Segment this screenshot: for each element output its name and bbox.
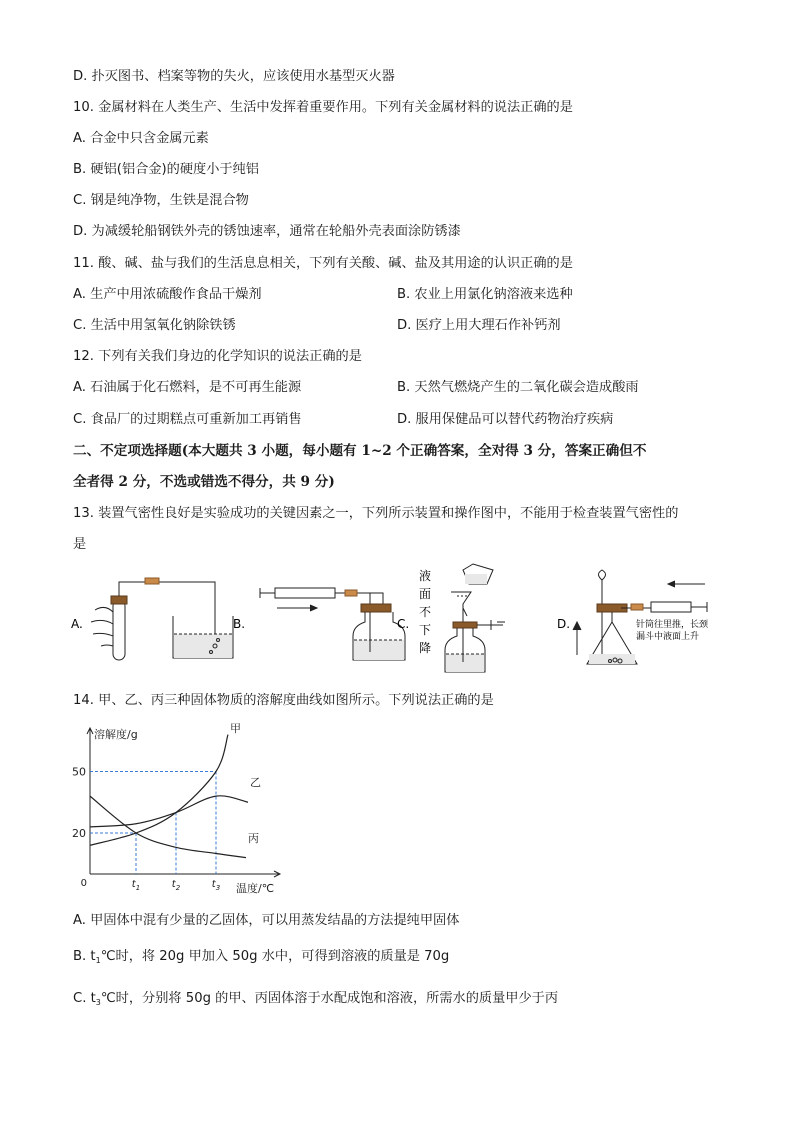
q14-option-c-rest: ℃时，分别将 50g 的甲、丙固体溶于水配成饱和溶液，所需水的质量甲少于丙: [100, 991, 559, 1006]
figure-c-text-1: 液: [419, 569, 432, 583]
y-axis-label: 溶解度/g: [94, 728, 138, 741]
q14-option-b: [73, 948, 449, 970]
x-axis-label: 温度/℃: [236, 882, 275, 895]
figure-d-text-2: 漏斗中液面上升: [636, 632, 700, 642]
q14-option-b-rest: ℃时，将 20g 甲加入 50g 水中，可得到溶液的质量是 70g: [100, 949, 450, 964]
q12-option-d: D. 服用保健品可以替代药物治疗疾病: [397, 412, 614, 427]
figure-c-funnel-bottle: [445, 564, 505, 672]
q13-label-b: B.: [233, 617, 246, 631]
q13-label-c: C.: [397, 617, 410, 631]
q11-option-c: C. 生活中用氢氧化钠除铁锈: [73, 318, 236, 333]
q11-stem: 11. 酸、碱、盐与我们的生活息息相关，下列有关酸、碱、盐及其用途的认识正确的是: [73, 256, 573, 271]
q14-option-c-subscript: 3: [95, 998, 101, 1007]
series-label-甲: 甲: [230, 722, 241, 735]
q9-option-d: D. 扑灭图书、档案等物的失火，应该使用水基型灭火器: [73, 69, 395, 84]
section2-heading-line1: 二、不定项选择题(本大题共 3 小题，每小题有 1~2 个正确答案，全对得 3 分，答案正确但不: [73, 443, 647, 459]
section2-heading-line2: 全者得 2 分，不选或错选不得分，共 9 分): [73, 474, 335, 490]
q10-option-c: C. 钢是纯净物，生铁是混合物: [73, 193, 249, 208]
figure-a-tube-in-hand: [91, 578, 233, 660]
q13-stem-line2: 是: [73, 537, 87, 552]
figure-c-text-2: 面: [419, 587, 432, 601]
q10-option-d: D. 为减缓轮船钢铁外壳的锈蚀速率，通常在轮船外壳表面涂防锈漆: [73, 224, 461, 239]
q13-label-d: D.: [557, 617, 571, 631]
q12-option-b: B. 天然气燃烧产生的二氧化碳会造成酸雨: [397, 380, 639, 395]
series-label-乙: 乙: [250, 776, 261, 789]
q14-option-c: [73, 990, 558, 1012]
q11-option-b: B. 农业上用氯化钠溶液来选种: [397, 287, 573, 302]
y-tick-label-50: 50: [72, 765, 86, 779]
figure-d-flask-syringe: [573, 570, 707, 664]
q10-option-b: B. 硬铝(铝合金)的硬度小于纯铝: [73, 162, 259, 177]
q14-stem: 14. 甲、乙、丙三种固体物质的溶解度曲线如图所示。下列说法正确的是: [73, 693, 494, 708]
curve-乙: [90, 796, 248, 827]
q14-option-a: A. 甲固体中混有少量的乙固体，可以用蒸发结晶的方法提纯甲固体: [73, 913, 460, 928]
solubility-chart: [70, 720, 300, 900]
q13-label-a: A.: [71, 617, 83, 631]
series-label-丙: 丙: [248, 832, 259, 845]
q11-option-a: A. 生产中用浓硫酸作食品干燥剂: [73, 287, 262, 302]
q14-option-c-prefix: C. t: [73, 991, 96, 1006]
curve-甲: [90, 735, 228, 846]
origin-label: 0: [80, 878, 87, 889]
figure-b-syringe-flask: [260, 588, 405, 660]
q13-stem-line1: 13. 装置气密性良好是实验成功的关键因素之一，下列所示装置和操作图中，不能用于检查装置气密性的: [73, 506, 679, 521]
x-tick-label-t2: $t_2$: [171, 879, 181, 892]
q14-option-b-prefix: B. t: [73, 949, 96, 964]
x-tick-label-t1: $t_1$: [131, 879, 141, 892]
q14-option-b-subscript: 1: [95, 956, 101, 965]
x-tick-label-t3: $t_3$: [211, 879, 221, 892]
figure-c-text-4: 下: [419, 623, 432, 637]
q10-stem: 10. 金属材料在人类生产、生活中发挥着重要作用。下列有关金属材料的说法正确的是: [73, 100, 573, 115]
q12-option-a: A. 石油属于化石燃料，是不可再生能源: [73, 380, 302, 395]
figure-c-text-3: 不: [419, 605, 432, 619]
q13-apparatus-figures: [65, 560, 725, 675]
q12-option-c: C. 食品厂的过期糕点可重新加工再销售: [73, 412, 302, 427]
y-tick-label-20: 20: [72, 827, 86, 840]
figure-d-text-1: 针筒往里推，长颈: [636, 620, 709, 630]
q12-stem: 12. 下列有关我们身边的化学知识的说法正确的是: [73, 349, 362, 364]
q11-option-d: D. 医疗上用大理石作补钙剂: [397, 318, 561, 333]
figure-c-text-5: 降: [419, 641, 432, 655]
q10-option-a: A. 合金中只含金属元素: [73, 131, 209, 146]
curve-丙: [90, 796, 246, 858]
